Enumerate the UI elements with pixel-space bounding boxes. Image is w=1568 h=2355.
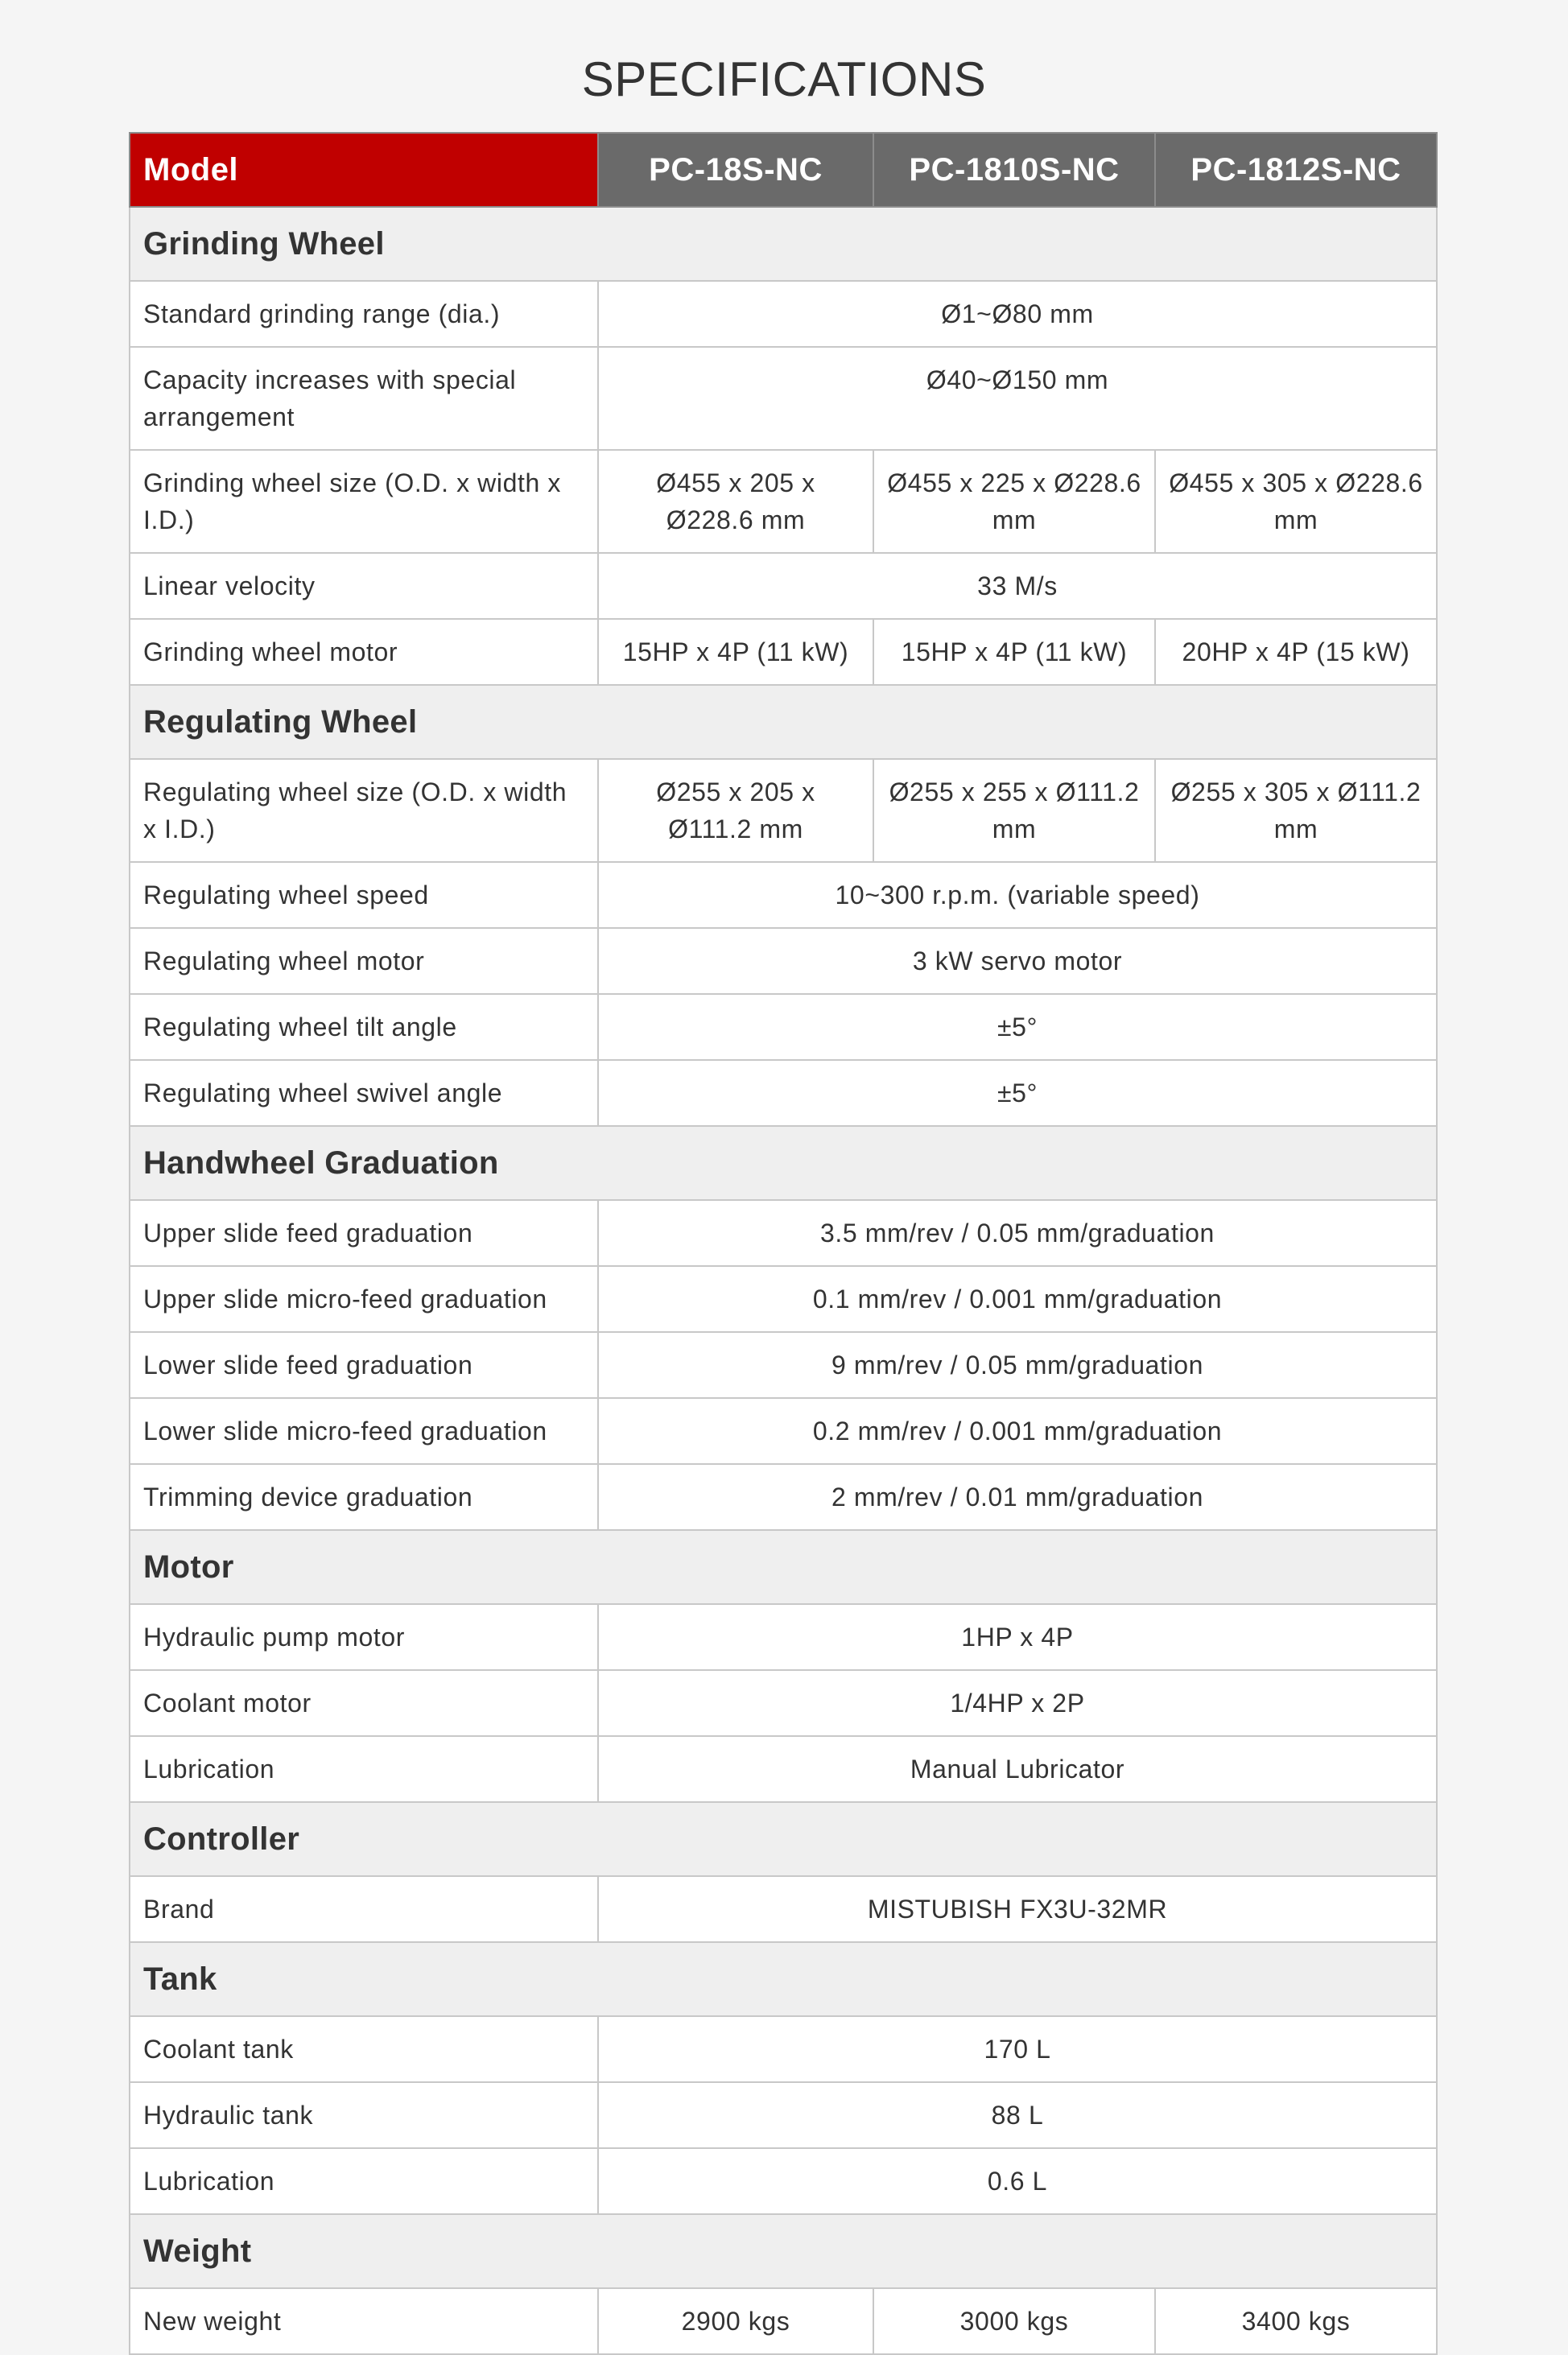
- specifications-table: [129, 132, 1438, 2355]
- table-row: [130, 862, 1437, 928]
- spec-value: 9 mm/rev / 0.05 mm/graduation: [598, 1332, 1437, 1398]
- spec-label: Linear velocity: [130, 553, 598, 619]
- spec-label: Hydraulic pump motor: [130, 1604, 598, 1670]
- spec-value: 1/4HP x 2P: [598, 1670, 1437, 1736]
- spec-value: 2900 kgs: [598, 2288, 873, 2354]
- model-column-header: PC-18S-NC: [598, 133, 873, 207]
- table-row: [130, 450, 1437, 553]
- spec-value: ±5°: [598, 1060, 1437, 1126]
- section-header-row: [130, 207, 1437, 281]
- spec-label: Upper slide micro-feed graduation: [130, 1266, 598, 1332]
- table-row: [130, 1670, 1437, 1736]
- spec-value: Ø255 x 305 x Ø111.2 mm: [1155, 759, 1437, 862]
- spec-label: Upper slide feed graduation: [130, 1200, 598, 1266]
- table-row: [130, 281, 1437, 347]
- page-title: SPECIFICATIONS: [581, 52, 987, 106]
- spec-value: 2 mm/rev / 0.01 mm/graduation: [598, 1464, 1437, 1530]
- table-row: [130, 553, 1437, 619]
- spec-value: 170 L: [598, 2016, 1437, 2082]
- model-header: Model: [130, 133, 598, 207]
- spec-label: Hydraulic tank: [130, 2082, 598, 2148]
- section-header-row: [130, 1530, 1437, 1604]
- spec-value: 3000 kgs: [873, 2288, 1155, 2354]
- spec-value: 1HP x 4P: [598, 1604, 1437, 1670]
- section-title: Tank: [130, 1942, 1437, 2016]
- spec-value: Manual Lubricator: [598, 1736, 1437, 1802]
- section-header-row: [130, 2214, 1437, 2288]
- spec-value: 3 kW servo motor: [598, 928, 1437, 994]
- spec-value: 3400 kgs: [1155, 2288, 1437, 2354]
- table-row: [130, 2288, 1437, 2354]
- spec-label: Brand: [130, 1876, 598, 1942]
- section-title: Weight: [130, 2214, 1437, 2288]
- spec-value: 33 M/s: [598, 553, 1437, 619]
- spec-label: Trimming device graduation: [130, 1464, 598, 1530]
- spec-label: Standard grinding range (dia.): [130, 281, 598, 347]
- model-column-header: PC-1812S-NC: [1155, 133, 1437, 207]
- spec-label: Lower slide feed graduation: [130, 1332, 598, 1398]
- table-row: [130, 1464, 1437, 1530]
- spec-label: New weight: [130, 2288, 598, 2354]
- spec-label: Capacity increases with special arrangement: [130, 347, 598, 450]
- spec-value: 88 L: [598, 2082, 1437, 2148]
- model-column-header: PC-1810S-NC: [873, 133, 1155, 207]
- spec-value: 0.6 L: [598, 2148, 1437, 2214]
- spec-value: Ø1~Ø80 mm: [598, 281, 1437, 347]
- spec-value: Ø255 x 205 x Ø111.2 mm: [598, 759, 873, 862]
- section-title: Regulating Wheel: [130, 685, 1437, 759]
- section-header-row: [130, 1126, 1437, 1200]
- spec-label: Grinding wheel motor: [130, 619, 598, 685]
- table-row: [130, 2148, 1437, 2214]
- section-header-row: [130, 685, 1437, 759]
- spec-value: 10~300 r.p.m. (variable speed): [598, 862, 1437, 928]
- spec-value: Ø455 x 225 x Ø228.6 mm: [873, 450, 1155, 553]
- table-header-row: [130, 133, 1437, 207]
- table-row: [130, 1876, 1437, 1942]
- spec-label: Lubrication: [130, 2148, 598, 2214]
- spec-value: 3.5 mm/rev / 0.05 mm/graduation: [598, 1200, 1437, 1266]
- table-row: [130, 1266, 1437, 1332]
- section-title: Motor: [130, 1530, 1437, 1604]
- section-title: Handwheel Graduation: [130, 1126, 1437, 1200]
- table-row: [130, 2082, 1437, 2148]
- table-row: [130, 994, 1437, 1060]
- spec-label: Coolant tank: [130, 2016, 598, 2082]
- spec-label: Regulating wheel swivel angle: [130, 1060, 598, 1126]
- spec-label: Coolant motor: [130, 1670, 598, 1736]
- spec-value: 0.2 mm/rev / 0.001 mm/graduation: [598, 1398, 1437, 1464]
- table-row: [130, 619, 1437, 685]
- table-row: [130, 1200, 1437, 1266]
- spec-value: 15HP x 4P (11 kW): [598, 619, 873, 685]
- table-row: [130, 928, 1437, 994]
- spec-value: Ø455 x 205 x Ø228.6 mm: [598, 450, 873, 553]
- spec-label: Regulating wheel motor: [130, 928, 598, 994]
- section-title: Controller: [130, 1802, 1437, 1876]
- table-row: [130, 1736, 1437, 1802]
- table-row: [130, 347, 1437, 450]
- spec-value: 15HP x 4P (11 kW): [873, 619, 1155, 685]
- spec-value: Ø40~Ø150 mm: [598, 347, 1437, 450]
- table-row: [130, 1332, 1437, 1398]
- spec-value: 20HP x 4P (15 kW): [1155, 619, 1437, 685]
- table-row: [130, 1060, 1437, 1126]
- section-title: Grinding Wheel: [130, 207, 1437, 281]
- table-row: [130, 1398, 1437, 1464]
- table-row: [130, 759, 1437, 862]
- spec-value: Ø455 x 305 x Ø228.6 mm: [1155, 450, 1437, 553]
- spec-label: Grinding wheel size (O.D. x width x I.D.): [130, 450, 598, 553]
- spec-label: Regulating wheel speed: [130, 862, 598, 928]
- spec-label: Regulating wheel tilt angle: [130, 994, 598, 1060]
- spec-label: Lubrication: [130, 1736, 598, 1802]
- table-row: [130, 2016, 1437, 2082]
- table-row: [130, 1604, 1437, 1670]
- spec-value: MISTUBISH FX3U-32MR: [598, 1876, 1437, 1942]
- spec-value: 0.1 mm/rev / 0.001 mm/graduation: [598, 1266, 1437, 1332]
- section-header-row: [130, 1802, 1437, 1876]
- spec-value: Ø255 x 255 x Ø111.2 mm: [873, 759, 1155, 862]
- specifications-body: [130, 207, 1437, 2354]
- spec-label: Lower slide micro-feed graduation: [130, 1398, 598, 1464]
- spec-value: ±5°: [598, 994, 1437, 1060]
- section-header-row: [130, 1942, 1437, 2016]
- spec-label: Regulating wheel size (O.D. x width x I.D.): [130, 759, 598, 862]
